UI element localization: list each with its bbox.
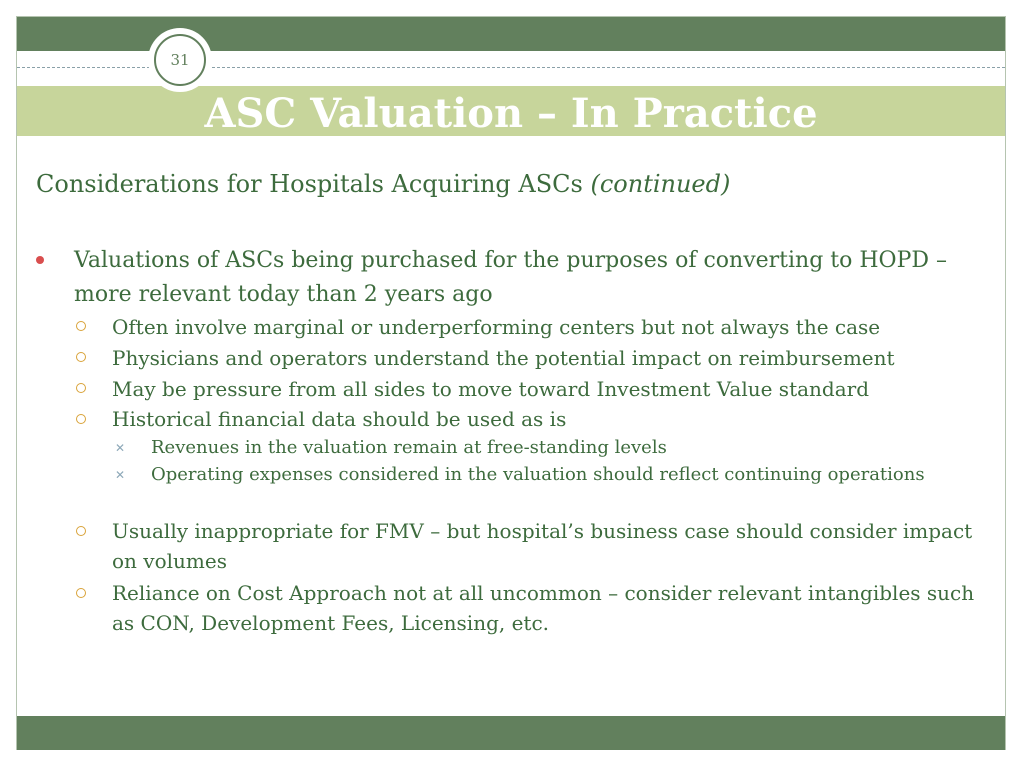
bullet-main: Valuations of ASCs being purchased for the purposes of converting to HOPD – more relevant today than 2 years ago <box>74 248 948 307</box>
circle-bullet-icon <box>76 526 86 536</box>
slide-number: 31 <box>154 34 206 86</box>
subtitle-text: Considerations for Hospitals Acquiring ASCs <box>36 170 583 198</box>
bullet-sub-2: Physicians and operators understand the potential impact on reimbursement <box>112 346 895 370</box>
circle-bullet-icon <box>76 321 86 331</box>
circle-bullet-icon <box>76 383 86 393</box>
x-bullet-icon: ✕ <box>114 441 126 455</box>
bullet-sub-3: May be pressure from all sides to move toward Investment Value standard <box>112 377 870 401</box>
bullet-subsub-2: Operating expenses considered in the valuation should reflect continuing operations <box>151 464 925 485</box>
circle-bullet-icon <box>76 414 86 424</box>
bullet-sub-4: Historical financial data should be used as is <box>112 407 567 431</box>
bullet-subsub-1: Revenues in the valuation remain at free-standing levels <box>151 437 667 458</box>
footer-band <box>17 716 1005 750</box>
circle-bullet-icon <box>76 588 86 598</box>
subtitle-emphasis: (continued) <box>590 170 731 198</box>
bullet-sub-1: Often involve marginal or underperforming centers but not always the case <box>112 315 881 339</box>
circle-bullet-icon <box>76 352 86 362</box>
bullet-sub-5: Usually inappropriate for FMV – but hospital’s business case should consider impact on volumes <box>112 519 973 573</box>
bullet-sub-6: Reliance on Cost Approach not at all uncommon – consider relevant intangibles such as CON, Development Fees, Licensing, etc. <box>112 581 975 635</box>
slide-title: ASC Valuation – In Practice <box>204 90 818 137</box>
x-bullet-icon: ✕ <box>114 468 126 482</box>
dot-bullet-icon <box>36 256 44 264</box>
